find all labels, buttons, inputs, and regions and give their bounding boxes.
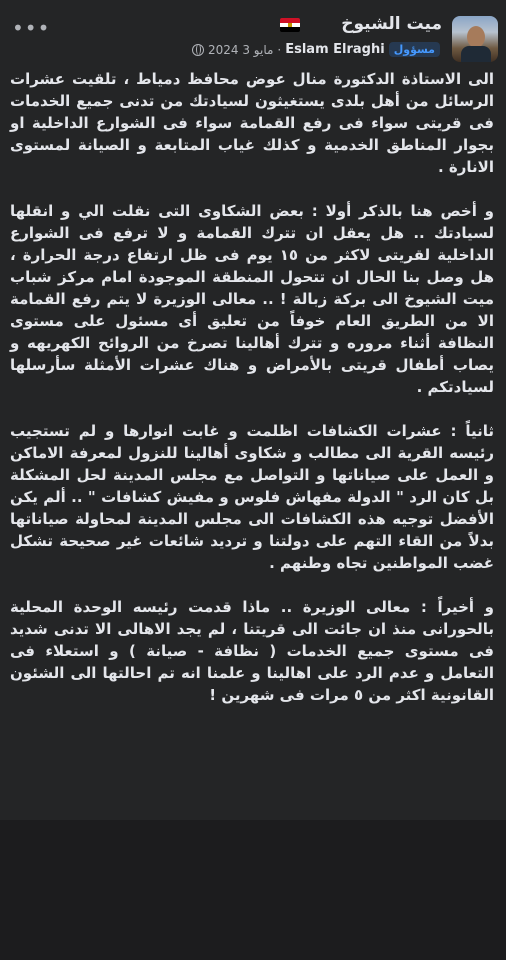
post-paragraph: و أخص هنا بالذكر أولا : بعض الشكاوى التى نقلت الي و انقلها لسيادتك .. هل يعقل ان تترك القمامة و لا ترفع فى الشوارع الداخلية لقريتى لاكثر من ١٥ يوم فى ظل ارتفاع درجة الحرارة ، هل وصل بنا الحال ان تتحول المنطقة الموجودة امام مركز شباب ميت الشيوخ الى بركة زبالة ! .. معالى الوزيرة لا يتم رفع القمامة الا من الطريق العام خوفاً من تعليق أى مسئول على مستوى النظافة أثناء مروره و تترك أهالينا تصرخ من الروائح الكهريهه و يصاب أطفال قريتى بالأمراض و هناك عشرات الأمثلة سأرسلها لسيادتكم . bbox=[10, 202, 495, 396]
meta-separator: · bbox=[277, 42, 282, 57]
more-options-icon[interactable]: ••• bbox=[12, 16, 51, 40]
post-meta bbox=[192, 42, 442, 57]
post-paragraph: و أخيراً : معالى الوزيرة .. ماذا قدمت رئيسه الوحدة المحلية بالحورانى منذ ان جائت الى قريتنا ، لم يجد الاهالى الا تدنى شديد فى مستوى جميع الخدمات ( نظافة - صيانة ) و استعلاء فى التعامل و عدم الرد على اهالينا و علمنا انه تم احالتها الى الشئون القانونية اكثر من ٥ مرات فى شهرين ! bbox=[10, 598, 494, 704]
post-date[interactable]: مايو 3 2024 bbox=[207, 42, 274, 57]
post-paragraph: الى الاستاذة الدكتورة منال عوض محافظ دمياط ، تلقيت عشرات الرسائل من أهل بلدى يستغيثون لسيادتك من تدنى جميع الخدمات فى قريتى سواء فى رفع القمامة سواء فى الشوارع الداخلية او بجوار المناطق الخدمية و كذلك غياب المتابعة و الصيانة لمستوى الانارة . bbox=[10, 70, 494, 176]
page-name[interactable]: ميت الشيوخ bbox=[341, 14, 442, 34]
avatar-face bbox=[467, 26, 485, 48]
post-body bbox=[10, 68, 494, 728]
post-fade bbox=[0, 780, 506, 820]
post-paragraph: ثانياً : عشرات الكشافات اظلمت و غابت انوارها و لم تستجيب رئيسه القرية الى مطالب و شكاوى أهالينا للنزول لمعرفة الاماكن و العمل على صياناتها و التواصل مع مجلس المدينة لحل المشكلة بل كان الرد " الدولة مفهاش فلوس و مفيش كشافات " .. ألم يكن الأفضل توجيه هذه الكشافات الى مجلس المدينة لمحاولة صياناتها بدلاً من القاء التهم على دولتنا و ترديد شائعات غير صحيحة تشكل غضب المواطنين تجاه وطنهم . bbox=[10, 422, 494, 572]
author-name[interactable]: Eslam Elraghi bbox=[285, 42, 385, 57]
globe-icon bbox=[192, 44, 204, 56]
egypt-flag-icon bbox=[280, 18, 300, 32]
avatar-shirt bbox=[461, 46, 491, 62]
page-avatar[interactable] bbox=[452, 16, 498, 62]
post-header bbox=[8, 8, 498, 64]
role-badge: مسؤول bbox=[389, 42, 440, 57]
